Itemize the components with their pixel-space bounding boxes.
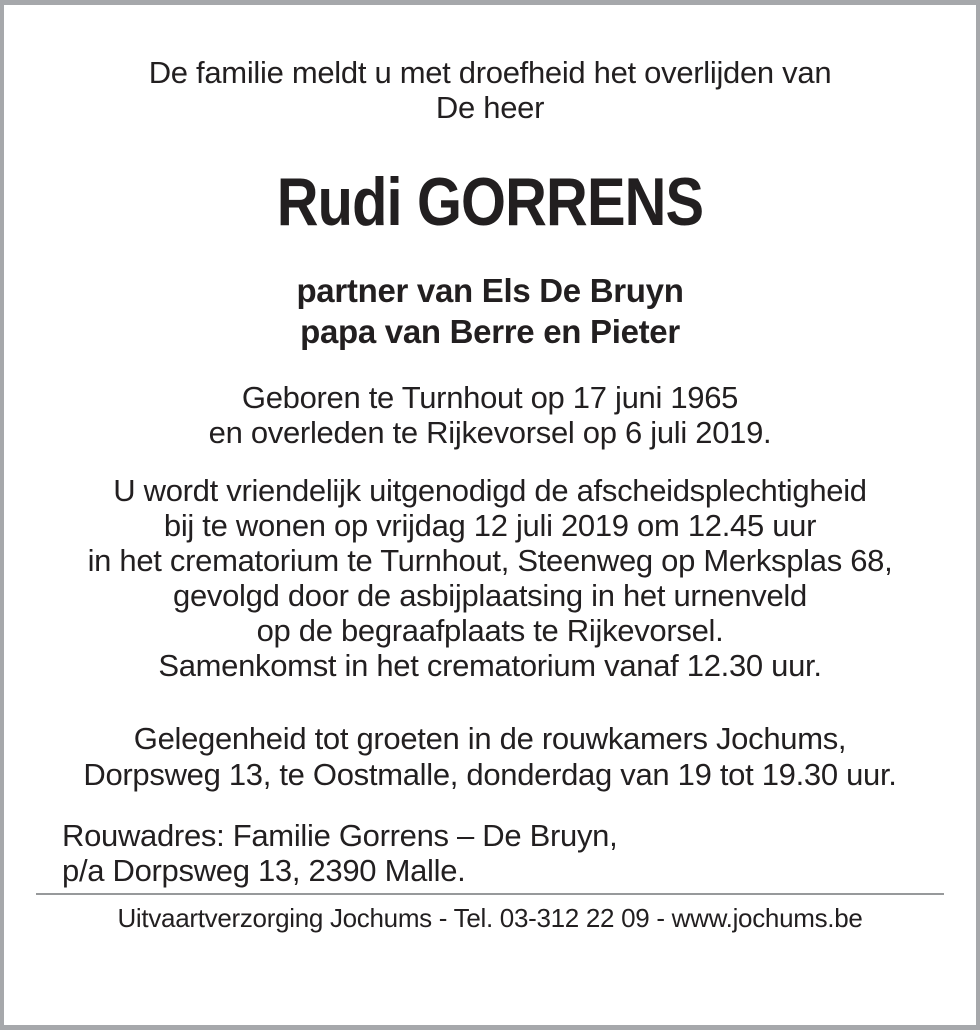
mourning-address-line: Rouwadres: Familie Gorrens – De Bruyn, — [62, 818, 618, 853]
birth-line: Geboren te Turnhout op 17 juni 1965 — [241, 380, 739, 415]
invitation-line: gevolgd door de asbijplaatsing in het urnenveld — [173, 578, 807, 613]
invitation-line: U wordt vriendelijk uitgenodigd de afscheidsplechtigheid — [113, 473, 867, 508]
gathering-line: Samenkomst in het crematorium vanaf 12.30 uur. — [158, 648, 822, 683]
footer-divider — [36, 893, 944, 895]
mourning-address-block — [4, 818, 976, 888]
intro-line: De familie meldt u met droefheid het overlijden van — [148, 55, 832, 90]
invitation-line: in het crematorium te Turnhout, Steenweg op Merksplas 68, — [87, 543, 893, 578]
condolence-line: Dorpsweg 13, te Oostmalle, donderdag van 19 tot 19.30 uur. — [83, 757, 897, 792]
relation-line: papa van Berre en Pieter — [300, 313, 680, 350]
invitation-line: bij te wonen op vrijdag 12 juli 2019 om 12.45 uur — [163, 508, 817, 543]
death-line: en overleden te Rijkevorsel op 6 juli 2019. — [208, 415, 772, 450]
invitation-line: op de begraafplaats te Rijkevorsel. — [256, 613, 724, 648]
invitation-block — [4, 473, 976, 648]
life-dates-block — [4, 380, 976, 450]
footer-block — [4, 903, 976, 933]
salutation-line: De heer — [435, 90, 545, 125]
relation-line: partner van Els De Bruyn — [296, 272, 684, 309]
mourning-address-line: p/a Dorpsweg 13, 2390 Malle. — [62, 853, 466, 888]
funeral-home-footer-line: Uitvaartverzorging Jochums - Tel. 03-312 22 09 - www.jochums.be — [117, 903, 863, 933]
condolence-line: Gelegenheid tot groeten in de rouwkamers Jochums, — [133, 721, 847, 756]
relations-block — [4, 270, 976, 352]
deceased-name: Rudi GORRENS — [276, 164, 704, 240]
condolences-block — [4, 721, 976, 793]
obituary-content — [4, 5, 976, 888]
